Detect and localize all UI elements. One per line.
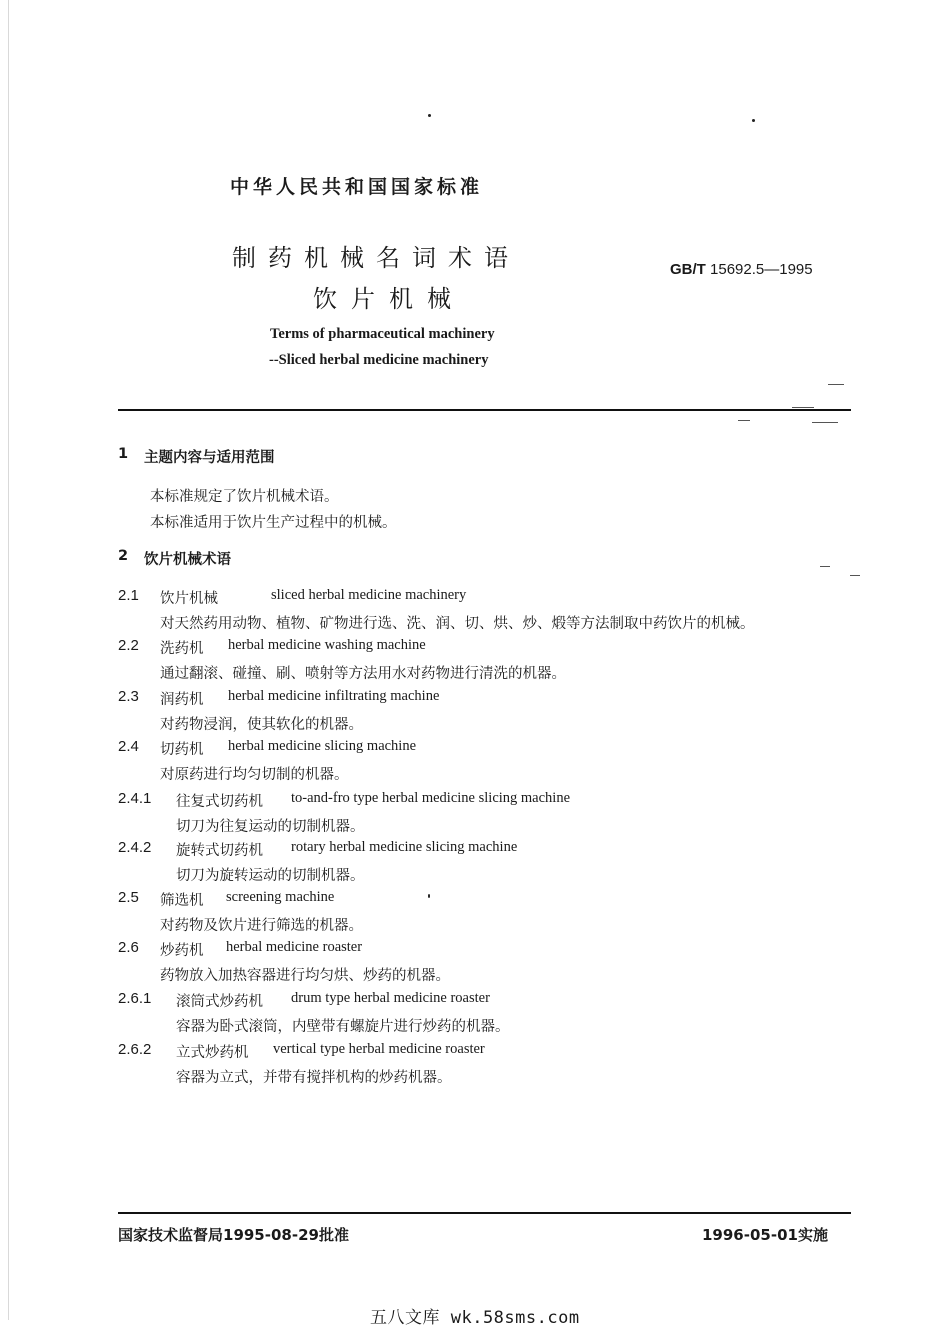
term-chinese-name: 饮片机械 — [160, 591, 218, 607]
term-chinese-name: 立式炒药机 — [176, 1045, 249, 1061]
term-chinese-name: 筛选机 — [160, 893, 204, 909]
site-watermark[interactable]: 五八文库 wk.58sms.com — [370, 1308, 580, 1328]
term-number: 2.6 — [118, 939, 139, 956]
section2-number: 2 — [118, 548, 129, 564]
term-definition: 对药物浸润，使其软化的机器。 — [160, 717, 363, 733]
term-english-name: herbal medicine infiltrating machine — [228, 688, 440, 704]
scan-edge-line — [8, 0, 9, 1320]
document-title-line2: 饮片机械 — [313, 285, 465, 313]
scan-speck — [428, 114, 431, 117]
term-english-name: sliced herbal medicine machinery — [271, 587, 467, 603]
term-english-name: to-and-fro type herbal medicine slicing machine — [291, 790, 571, 806]
term-english-name: rotary herbal medicine slicing machine — [291, 839, 518, 855]
scan-mark — [812, 422, 838, 423]
term-definition: 通过翻滚、碰撞、刷、喷射等方法用水对药物进行清洗的机器。 — [160, 666, 566, 682]
term-number: 2.2 — [118, 637, 139, 654]
term-english-name: screening machine — [226, 889, 335, 905]
term-definition: 容器为立式，并带有搅拌机构的炒药机器。 — [176, 1070, 452, 1086]
term-english-name: herbal medicine slicing machine — [228, 738, 417, 754]
section1-number: 1 — [118, 446, 129, 462]
section1-title: 主题内容与适用范围 — [144, 450, 275, 466]
term-english-name: vertical type herbal medicine roaster — [273, 1041, 485, 1057]
term-definition: 容器为卧式滚筒，内壁带有螺旋片进行炒药的机器。 — [176, 1019, 510, 1035]
term-definition: 切刀为旋转运动的切制机器。 — [176, 868, 365, 884]
scan-mark — [820, 566, 830, 567]
scan-speck — [752, 119, 755, 122]
term-chinese-name: 润药机 — [160, 692, 204, 708]
term-number: 2.6.1 — [118, 990, 152, 1007]
term-chinese-name: 往复式切药机 — [176, 794, 263, 810]
approval-date: 国家技术监督局1995-08-29批准 — [118, 1226, 349, 1244]
term-chinese-name: 滚筒式炒药机 — [176, 994, 263, 1010]
scan-mark — [792, 407, 814, 408]
section1-paragraph: 本标准适用于饮片生产过程中的机械。 — [150, 515, 397, 531]
term-chinese-name: 炒药机 — [160, 943, 204, 959]
term-definition: 药物放入加热容器进行均匀烘、炒药的机器。 — [160, 968, 450, 984]
header-divider — [118, 409, 851, 411]
term-number: 2.3 — [118, 688, 139, 705]
standard-code-prefix: GB/T — [670, 261, 706, 278]
term-chinese-name: 旋转式切药机 — [176, 843, 263, 859]
implementation-date: 1996-05-01实施 — [702, 1226, 828, 1244]
scan-mark — [738, 420, 750, 421]
footer-divider — [118, 1212, 851, 1214]
section2-title: 饮片机械术语 — [144, 552, 231, 568]
term-number: 2.1 — [118, 587, 139, 604]
standard-code — [670, 261, 813, 278]
english-title-line2: --Sliced herbal medicine machinery — [269, 352, 489, 368]
term-definition: 对天然药用动物、植物、矿物进行选、洗、润、切、烘、炒、煅等方法制取中药饮片的机械。 — [160, 616, 755, 632]
term-english-name: drum type herbal medicine roaster — [291, 990, 490, 1006]
standard-code-number: 15692.5—1995 — [710, 261, 813, 278]
term-chinese-name: 切药机 — [160, 742, 204, 758]
document-title-line1: 制药机械名词术语 — [232, 244, 520, 272]
term-number: 2.5 — [118, 889, 139, 906]
term-number: 2.4.2 — [118, 839, 152, 856]
term-english-name: herbal medicine roaster — [226, 939, 363, 955]
term-chinese-name: 洗药机 — [160, 641, 204, 657]
scan-mark — [828, 384, 844, 385]
section1-paragraph: 本标准规定了饮片机械术语。 — [150, 489, 339, 505]
term-definition: 切刀为往复运动的切制机器。 — [176, 819, 365, 835]
term-number: 2.4.1 — [118, 790, 152, 807]
term-number: 2.6.2 — [118, 1041, 152, 1058]
english-title-line1: Terms of pharmaceutical machinery — [270, 326, 495, 342]
national-standard-heading: 中华人民共和国国家标准 — [230, 176, 484, 198]
term-definition: 对药物及饮片进行筛选的机器。 — [160, 918, 363, 934]
scan-mark — [850, 575, 860, 576]
scan-speck — [428, 894, 430, 898]
term-english-name: herbal medicine washing machine — [228, 637, 426, 653]
term-definition: 对原药进行均匀切制的机器。 — [160, 767, 349, 783]
term-number: 2.4 — [118, 738, 139, 755]
